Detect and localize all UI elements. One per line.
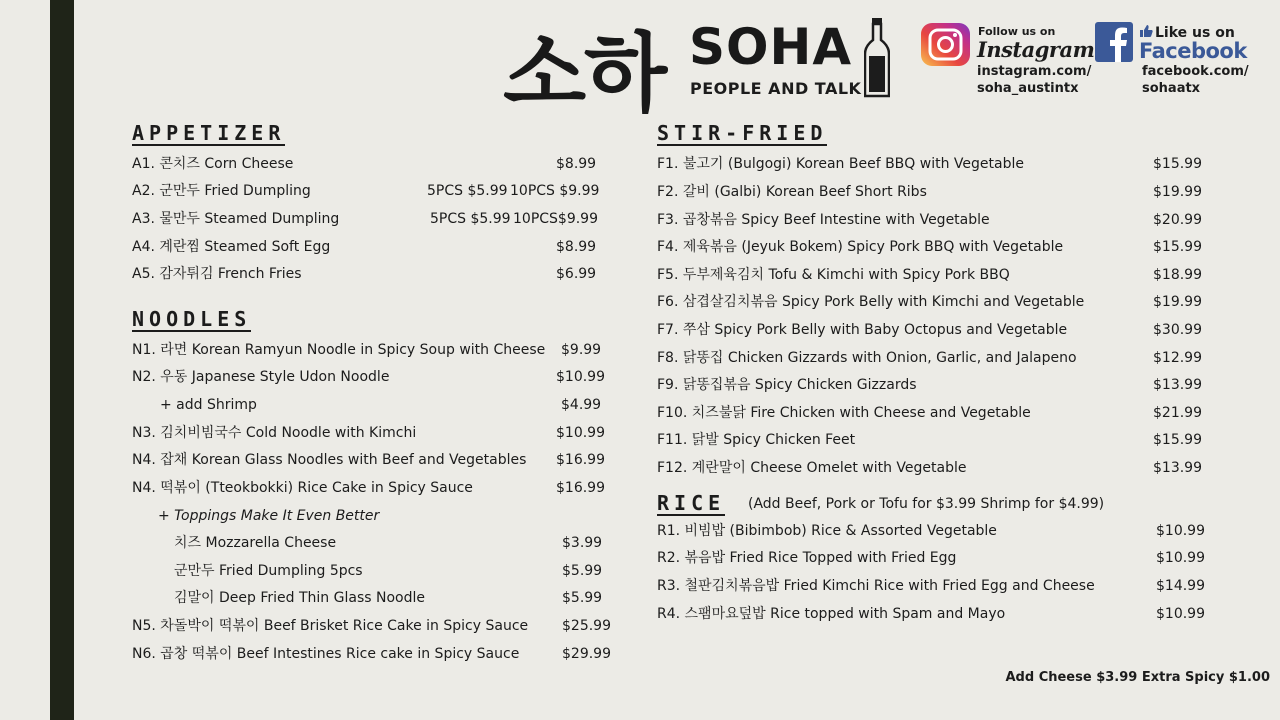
facebook-url-line2: sohaatx: [1142, 81, 1201, 96]
extras-note: Add Cheese $3.99 Extra Spicy $1.00: [1005, 670, 1270, 685]
bottle-icon: [864, 18, 890, 98]
facebook-icon: [1095, 22, 1133, 62]
item-price: $29.99: [562, 646, 611, 662]
item-price: $14.99: [1156, 578, 1205, 594]
item-price: $8.99: [556, 239, 597, 255]
item-name: 치즈 Mozzarella Cheese: [174, 535, 337, 551]
item-name: A2. 군만두 Fried Dumpling: [132, 183, 311, 199]
item-price: $19.99: [1153, 294, 1202, 310]
item-name: F2. 갈비 (Galbi) Korean Beef Short Ribs: [657, 184, 927, 200]
item-name: + Toppings Make It Even Better: [158, 508, 380, 524]
facebook-label: Facebook: [1139, 39, 1247, 63]
rice-heading: RICE: [657, 491, 726, 515]
item-name: N4. 잡채 Korean Glass Noodles with Beef and Vegetables: [132, 452, 527, 468]
item-price: $10.99: [556, 369, 605, 385]
brand-english-name: SOHA: [689, 18, 853, 76]
item-name: R3. 철판김치볶음밥 Fried Kimchi Rice with Fried Egg and Cheese: [657, 578, 1095, 594]
item-price: $6.99: [556, 266, 597, 282]
item-price: $20.99: [1153, 212, 1202, 228]
item-name: F3. 곱창볶음 Spicy Beef Intestine with Vegetable: [657, 212, 990, 228]
item-price: $5.99: [562, 563, 603, 579]
instagram-icon: [920, 22, 971, 67]
item-name: R1. 비빔밥 (Bibimbob) Rice & Assorted Vegetable: [657, 523, 997, 539]
item-price: $18.99: [1153, 267, 1202, 283]
rice-add-note: (Add Beef, Pork or Tofu for $3.99 Shrimp for $4.99): [748, 496, 1105, 512]
item-name: A1. 콘치즈 Corn Cheese: [132, 156, 294, 172]
item-price: $15.99: [1153, 156, 1202, 172]
item-name: 군만두 Fried Dumpling 5pcs: [174, 563, 363, 579]
item-price: $10.99: [556, 425, 605, 441]
item-price: $8.99: [556, 156, 597, 172]
item-price: $15.99: [1153, 239, 1202, 255]
noodles-heading: NOODLES: [132, 307, 252, 331]
item-price: $13.99: [1153, 377, 1202, 393]
facebook-like-label: Like us on: [1155, 25, 1235, 41]
item-price: 10PCS $9.99: [510, 183, 600, 199]
item-name: F6. 삼겹살김치볶음 Spicy Pork Belly with Kimchi and Vegetable: [657, 294, 1085, 310]
item-name: N6. 곱창 떡볶이 Beef Intestines Rice cake in Spicy Sauce: [132, 646, 520, 662]
item-price: $15.99: [1153, 432, 1202, 448]
item-price: $3.99: [562, 535, 603, 551]
item-name: F4. 제육볶음 (Jeyuk Bokem) Spicy Pork BBQ with Vegetable: [657, 239, 1064, 255]
item-name: + add Shrimp: [160, 397, 257, 413]
item-name: F7. 쭈삼 Spicy Pork Belly with Baby Octopus and Vegetable: [657, 322, 1068, 338]
item-name: F12. 계란말이 Cheese Omelet with Vegetable: [657, 460, 967, 476]
item-name: F8. 닭똥집 Chicken Gizzards with Onion, Garlic, and Jalapeno: [657, 350, 1077, 366]
item-price: $30.99: [1153, 322, 1202, 338]
item-price: $4.99: [561, 397, 602, 413]
item-name: N5. 차돌박이 떡볶이 Beef Brisket Rice Cake in Spicy Sauce: [132, 618, 529, 634]
instagram-follow-label: Follow us on: [978, 25, 1056, 38]
item-price: $10.99: [1156, 523, 1205, 539]
item-name: R2. 볶음밥 Fried Rice Topped with Fried Egg: [657, 550, 957, 566]
item-price: 10PCS$9.99: [513, 211, 598, 227]
item-name: F10. 치즈불닭 Fire Chicken with Cheese and Vegetable: [657, 405, 1031, 421]
item-price-small: 5PCS $5.99: [427, 183, 508, 199]
item-name: N4. 떡볶이 (Tteokbokki) Rice Cake in Spicy Sauce: [132, 480, 473, 496]
item-name: R4. 스팸마요덮밥 Rice topped with Spam and Mayo: [657, 606, 1006, 622]
instagram-url-line1: instagram.com/: [977, 64, 1092, 79]
item-price: $16.99: [556, 452, 605, 468]
appetizer-heading: APPETIZER: [132, 121, 286, 145]
item-price-small: 5PCS $5.99: [430, 211, 511, 227]
brand-korean-name: 소하: [503, 24, 666, 124]
brand-tagline: PEOPLE AND TALK: [690, 79, 862, 98]
instagram-url-line2: soha_austintx: [977, 81, 1079, 96]
item-price: $13.99: [1153, 460, 1202, 476]
item-name: A3. 물만두 Steamed Dumpling: [132, 211, 340, 227]
item-name: N1. 라면 Korean Ramyun Noodle in Spicy Soup with Cheese: [132, 342, 546, 358]
item-name: F5. 두부제육김치 Tofu & Kimchi with Spicy Pork BBQ: [657, 267, 1010, 283]
item-price: $21.99: [1153, 405, 1202, 421]
item-name: F11. 닭발 Spicy Chicken Feet: [657, 432, 856, 448]
item-name: N2. 우동 Japanese Style Udon Noodle: [132, 369, 390, 385]
instagram-label: Instagram: [977, 37, 1095, 62]
item-price: $12.99: [1153, 350, 1202, 366]
item-price: $5.99: [562, 590, 603, 606]
facebook-url-line1: facebook.com/: [1142, 64, 1249, 79]
item-name: A4. 계란찜 Steamed Soft Egg: [132, 239, 331, 255]
thumbs-up-icon: [1139, 24, 1153, 38]
item-name: F9. 닭똥집볶음 Spicy Chicken Gizzards: [657, 377, 917, 393]
item-name: 김말이 Deep Fried Thin Glass Noodle: [174, 590, 425, 606]
item-name: F1. 불고기 (Bulgogi) Korean Beef BBQ with Vegetable: [657, 156, 1024, 172]
item-price: $10.99: [1156, 550, 1205, 566]
left-sidebar-bar: [50, 0, 74, 720]
item-price: $9.99: [561, 342, 602, 358]
item-price: $19.99: [1153, 184, 1202, 200]
item-name: A5. 감자튀김 French Fries: [132, 266, 302, 282]
item-name: N3. 김치비빔국수 Cold Noodle with Kimchi: [132, 425, 417, 441]
item-price: $25.99: [562, 618, 611, 634]
item-price: $10.99: [1156, 606, 1205, 622]
item-price: $16.99: [556, 480, 605, 496]
stir-fried-heading: STIR-FRIED: [657, 121, 828, 145]
